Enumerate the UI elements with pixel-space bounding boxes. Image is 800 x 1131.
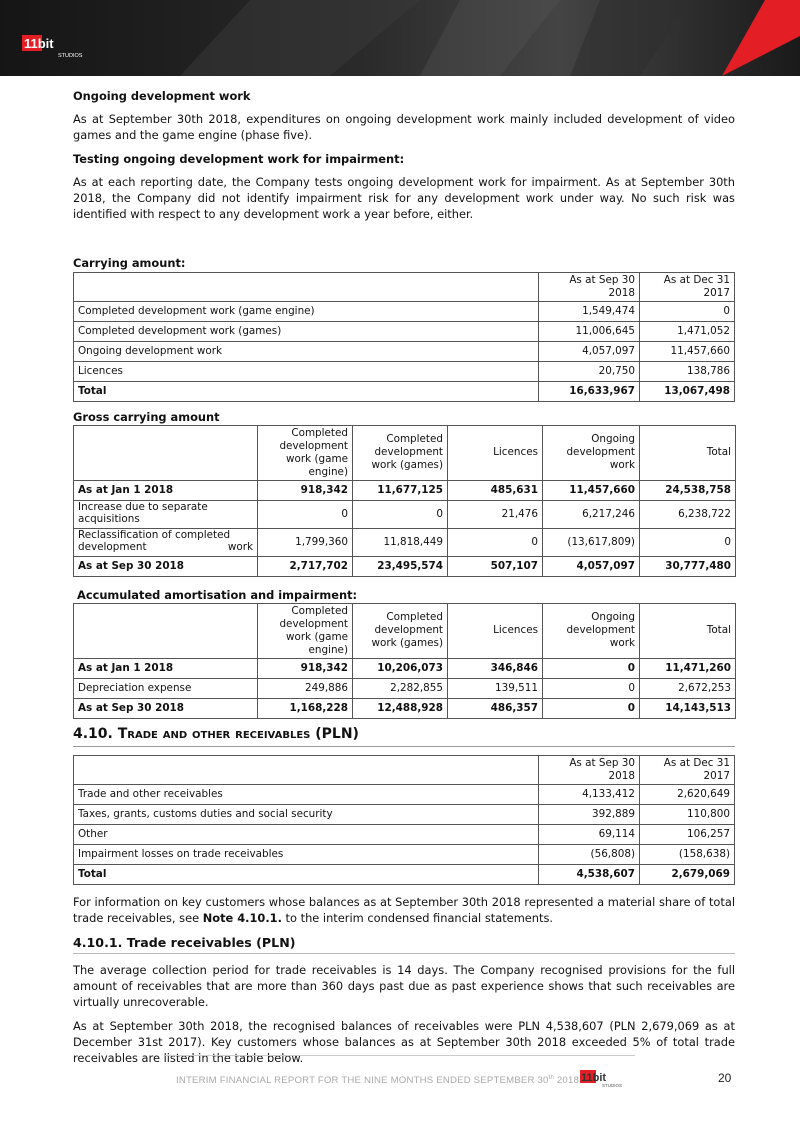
row-label: As at Sep 30 2018 <box>74 698 258 718</box>
footer-year: 2018 <box>554 1075 580 1087</box>
table-row-total <box>74 698 736 718</box>
cell-value: 2,620,649 <box>640 784 735 804</box>
cell-value: 1,471,052 <box>640 321 735 341</box>
cell-value: 4,133,412 <box>539 784 640 804</box>
para-balances: As at September 30th 2018, the recognised balances of receivables were PLN 4,538,607 (PLN 2,679,069 as at December 31st 2017). Key customers whose balances as at September 30th 2018 exceeded 5% of total trade receivables are listed in the table below. <box>73 1018 735 1065</box>
cell-value: 0 <box>543 658 640 678</box>
col-header: As at Sep 30 2018 <box>539 755 640 784</box>
cell-value: 6,217,246 <box>543 500 640 528</box>
col-header: Licences <box>448 603 543 658</box>
para-key-customers <box>73 894 735 926</box>
footer-report-title <box>176 1075 579 1086</box>
cell-value: 11,677,125 <box>353 480 448 500</box>
row-label: Completed development work (games) <box>74 321 539 341</box>
cell-value: 1,799,360 <box>258 528 353 556</box>
subsection-heading-4-10-1: 4.10.1. Trade receivables (PLN) <box>73 934 735 954</box>
cell-value: (158,638) <box>640 844 735 864</box>
col-header: Completed development work (game engine) <box>258 603 353 658</box>
row-label: Other <box>74 824 539 844</box>
col-header: Total <box>640 603 736 658</box>
note-reference: Note 4.10.1. <box>202 910 282 925</box>
col-header: Completed development work (games) <box>353 425 448 480</box>
cell-value: 14,143,513 <box>640 698 736 718</box>
cell-value: 20,750 <box>539 361 640 381</box>
footer-logo <box>580 1067 626 1093</box>
cell-value: 23,495,574 <box>353 556 448 576</box>
note-text: to the interim condensed financial statements. <box>281 910 554 925</box>
cell-value: 0 <box>543 698 640 718</box>
receivables-table <box>73 755 735 885</box>
cell-value: 2,679,069 <box>640 864 735 884</box>
row-label: Increase due to separate acquisitions <box>74 500 258 528</box>
col-header: Ongoing development work <box>543 425 640 480</box>
carrying-table <box>73 272 735 402</box>
cell-value: 11,006,645 <box>539 321 640 341</box>
cell-value: 69,114 <box>539 824 640 844</box>
gross-table <box>73 425 736 577</box>
col-header: As at Dec 31 2017 <box>640 755 735 784</box>
footer-logo-subtext: STUDIOS <box>602 1083 623 1088</box>
gross-label: Gross carrying amount <box>73 409 220 424</box>
logo-subtext: STUDIOS <box>58 53 83 59</box>
table-row <box>74 804 735 824</box>
col-header: Completed development work (games) <box>353 603 448 658</box>
row-label: Reclassification of completed development work <box>74 528 258 556</box>
cell-value: 110,800 <box>640 804 735 824</box>
table-row <box>74 784 735 804</box>
table-header <box>74 425 736 480</box>
cell-value: 106,257 <box>640 824 735 844</box>
heading-ongoing: Ongoing development work <box>73 89 251 103</box>
row-label: Impairment losses on trade receivables <box>74 844 539 864</box>
cell-value: 11,818,449 <box>353 528 448 556</box>
table-row <box>74 658 736 678</box>
page-number: 20 <box>718 1071 732 1085</box>
section-heading-4-10 <box>73 725 735 747</box>
heading-testing: Testing ongoing development work for impairment: <box>73 151 405 166</box>
table-row-total <box>74 556 736 576</box>
cell-value: 0 <box>448 528 543 556</box>
cell-value: 11,471,260 <box>640 658 736 678</box>
cell-value: 4,057,097 <box>539 341 640 361</box>
table-row-total <box>74 864 735 884</box>
cell-value: 0 <box>543 678 640 698</box>
section-number: 4.10. <box>73 725 113 742</box>
cell-value: 11,457,660 <box>640 341 735 361</box>
table-header <box>74 603 736 658</box>
cell-value: 11,457,660 <box>543 480 640 500</box>
cell-value: 346,846 <box>448 658 543 678</box>
row-label: As at Jan 1 2018 <box>74 480 258 500</box>
table-row <box>74 500 736 528</box>
header-banner <box>0 0 800 76</box>
cell-value: 138,786 <box>640 361 735 381</box>
row-label: Total <box>74 381 539 401</box>
cell-value: 10,206,073 <box>353 658 448 678</box>
table-row <box>74 844 735 864</box>
col-header: As at Sep 30 2018 <box>539 272 640 301</box>
para-collection-period: The average collection period for trade receivables is 14 days. The Company recognised provisions for the full amount of receivables that are more than 360 days past due as past experience shows that such receivables are virtually unrecoverable. <box>73 963 735 1010</box>
cell-value: 0 <box>640 301 735 321</box>
cell-value: (13,617,809) <box>543 528 640 556</box>
cell-value: 16,633,967 <box>539 381 640 401</box>
table-header <box>74 755 735 784</box>
row-label: Ongoing development work <box>74 341 539 361</box>
cell-value: (56,808) <box>539 844 640 864</box>
cell-value: 2,282,855 <box>353 678 448 698</box>
amort-label: Accumulated amortisation and impairment: <box>77 587 358 602</box>
table-row-total <box>74 381 735 401</box>
col-header: As at Dec 31 2017 <box>640 272 735 301</box>
cell-value: 918,342 <box>258 480 353 500</box>
note-text: For information on key customers whose balances as at September 30th 2018 represented a material share of total trade receivables, see <box>73 894 735 925</box>
table-row <box>74 678 736 698</box>
cell-value: 6,238,722 <box>640 500 736 528</box>
para-ongoing: As at September 30th 2018, expenditures on ongoing development work mainly included development of video games and the game engine (phase five). <box>73 112 735 143</box>
cell-value: 139,511 <box>448 678 543 698</box>
table-header <box>74 272 735 301</box>
page-content <box>73 88 735 1073</box>
cell-value: 918,342 <box>258 658 353 678</box>
amort-table <box>73 603 736 719</box>
cell-value: 1,168,228 <box>258 698 353 718</box>
header-background <box>0 0 800 76</box>
table-row <box>74 361 735 381</box>
cell-value: 0 <box>258 500 353 528</box>
footer-text: INTERIM FINANCIAL REPORT FOR THE NINE MONTHS ENDED SEPTEMBER 30 <box>176 1075 549 1087</box>
footer-divider <box>165 1055 635 1056</box>
col-header: Licences <box>448 425 543 480</box>
col-header: Total <box>640 425 736 480</box>
row-label: As at Sep 30 2018 <box>74 556 258 576</box>
footer-sup: th <box>548 1075 555 1081</box>
cell-value: 13,067,498 <box>640 381 735 401</box>
cell-value: 21,476 <box>448 500 543 528</box>
table-row <box>74 301 735 321</box>
cell-value: 2,672,253 <box>640 678 736 698</box>
carrying-label: Carrying amount: <box>73 256 186 271</box>
cell-value: 12,488,928 <box>353 698 448 718</box>
row-label: Completed development work (game engine) <box>74 301 539 321</box>
cell-value: 4,057,097 <box>543 556 640 576</box>
row-label: Licences <box>74 361 539 381</box>
cell-value: 485,631 <box>448 480 543 500</box>
row-label: As at Jan 1 2018 <box>74 658 258 678</box>
cell-value: 249,886 <box>258 678 353 698</box>
cell-value: 1,549,474 <box>539 301 640 321</box>
cell-value: 2,717,702 <box>258 556 353 576</box>
table-row <box>74 321 735 341</box>
col-header: Ongoing development work <box>543 603 640 658</box>
cell-value: 24,538,758 <box>640 480 736 500</box>
row-label: Trade and other receivables <box>74 784 539 804</box>
footer-logo-text: 11bit <box>581 1072 607 1084</box>
row-label: Depreciation expense <box>74 678 258 698</box>
cell-value: 4,538,607 <box>539 864 640 884</box>
cell-value: 30,777,480 <box>640 556 736 576</box>
table-row <box>74 480 736 500</box>
logo-text: 11bit <box>24 36 54 51</box>
table-row <box>74 824 735 844</box>
para-testing: As at each reporting date, the Company tests ongoing development work for impairment. As at September 30th 2018, the Company did not identify impairment risk for any development work under way. No such risk was identified with respect to any development work a year before, either. <box>73 174 735 222</box>
table-row <box>74 341 735 361</box>
row-label: Total <box>74 864 539 884</box>
cell-value: 0 <box>640 528 736 556</box>
section-title: Trade and other receivables <box>117 725 311 742</box>
cell-value: 0 <box>353 500 448 528</box>
cell-value: 486,357 <box>448 698 543 718</box>
table-row <box>74 528 736 556</box>
row-label: Taxes, grants, customs duties and social security <box>74 804 539 824</box>
cell-value: 507,107 <box>448 556 543 576</box>
section-unit: (PLN) <box>315 725 359 742</box>
col-header: Completed development work (game engine) <box>258 425 353 480</box>
cell-value: 392,889 <box>539 804 640 824</box>
